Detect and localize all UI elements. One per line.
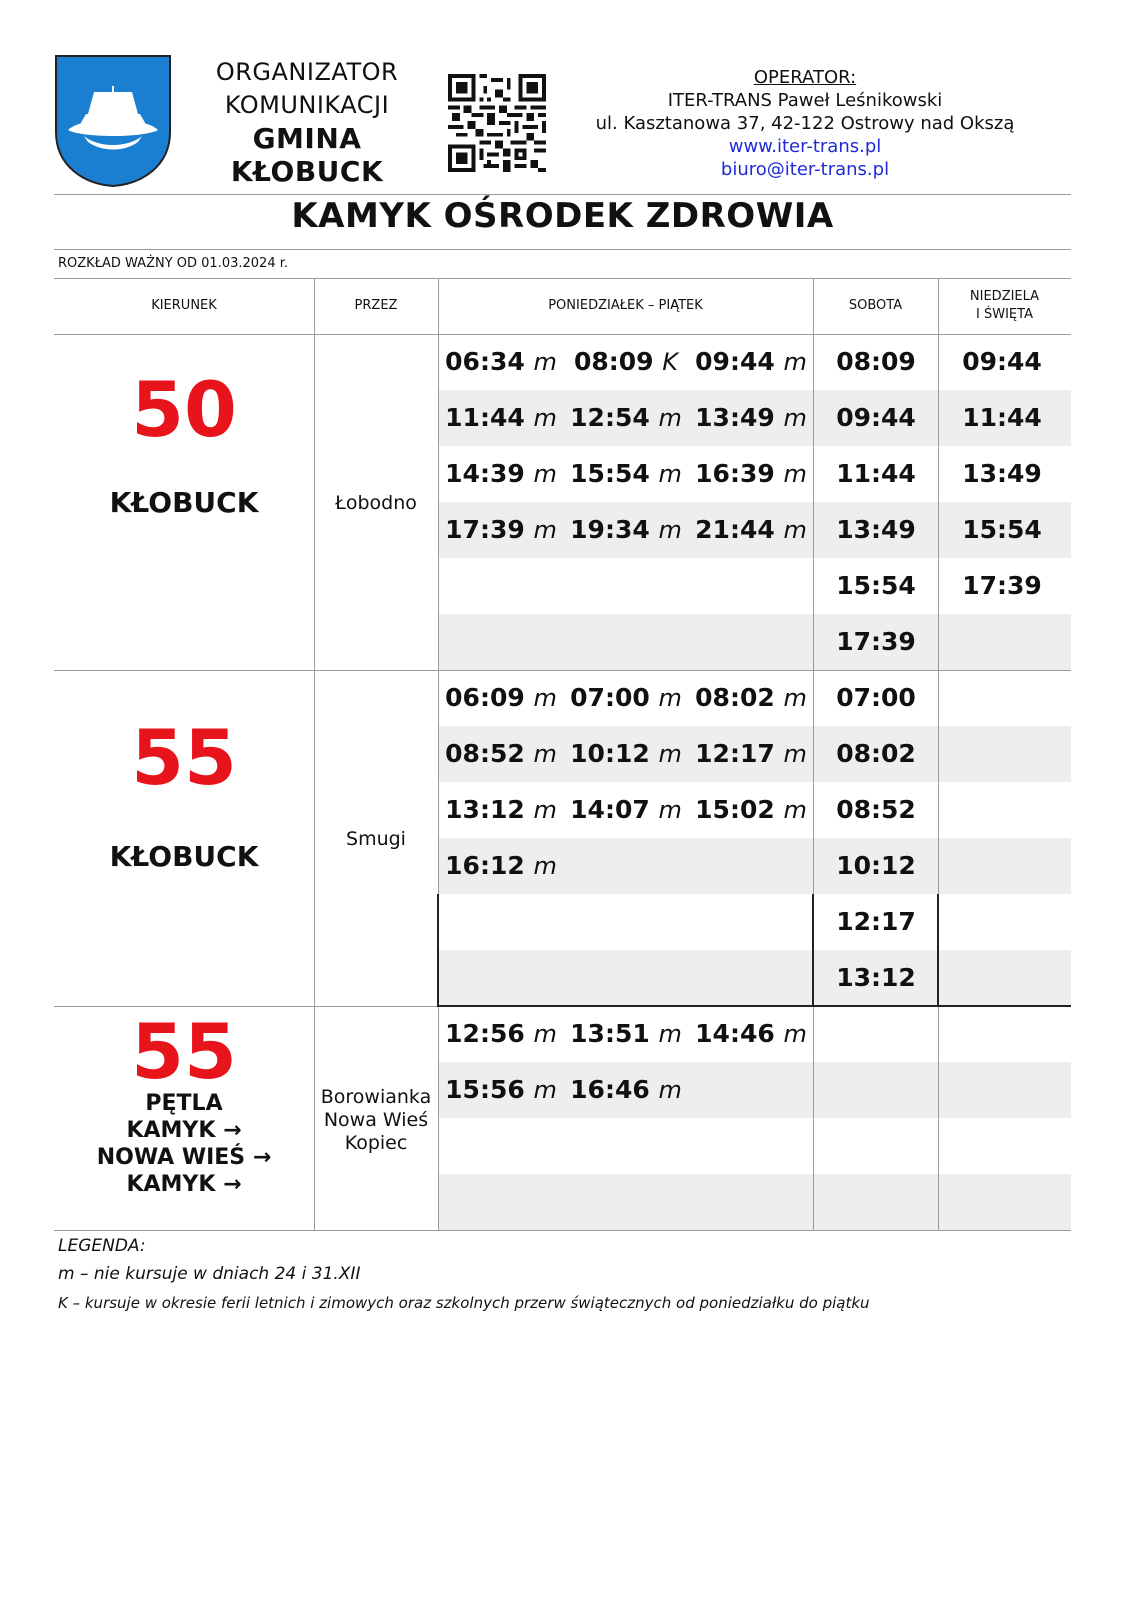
departure-time: 09:44 [695,347,784,376]
saturday-departure: 11:44 [836,459,916,488]
departure-mark: m [533,1020,557,1048]
departure-mark: m [783,684,807,712]
departure-mark: m [533,1076,557,1104]
weekday-departure [438,726,564,782]
departure-time: 08:52 [445,739,534,768]
departure-time: 10:12 [570,739,659,768]
departure-mark: m [658,516,682,544]
departure-time: 19:34 [570,515,659,544]
weekday-departure [688,782,814,838]
weekday-departure [688,446,814,502]
weekday-departure [438,838,564,894]
saturday-departure: 15:54 [836,571,916,600]
sunday-departure: 09:44 [962,347,1042,376]
weekday-departure [563,670,689,726]
operator-name: ITER-TRANS Paweł Leśnikowski [667,90,943,111]
departure-mark: K [662,348,679,376]
departure-mark: m [533,516,557,544]
departure-mark: m [658,796,682,824]
operator-email-link[interactable]: biuro@iter-trans.pl [720,159,890,180]
column-line-dark [437,894,439,1007]
route-via-list [314,1086,438,1155]
route-via: Smugi [346,828,406,850]
weekday-departure [438,334,564,390]
departure-time: 16:12 [445,851,534,880]
loop-line: NOWA WIEŚ → [96,1145,272,1170]
loop-line: KAMYK → [126,1118,242,1143]
weekday-departure [438,502,564,558]
weekday-departure [563,334,689,390]
operator-address: ul. Kasztanowa 37, 42-122 Ostrowy nad Okszą [595,113,1015,134]
title-divider [54,249,1071,250]
departure-time: 12:17 [695,739,784,768]
weekday-departure [563,782,689,838]
saturday-departure: 09:44 [836,403,916,432]
row-stripe [438,950,1071,1006]
operator-block [585,66,1025,181]
weekday-departure [688,502,814,558]
column-header-weekdays: PONIEDZIAŁEK – PIĄTEK [548,298,703,313]
saturday-departure: 13:49 [836,515,916,544]
departure-mark: m [783,404,807,432]
weekday-departure [438,390,564,446]
weekday-departure [438,446,564,502]
departure-mark: m [533,852,557,880]
departure-time: 11:44 [445,403,534,432]
weekday-departure [438,782,564,838]
legend-m: m – nie kursuje w dniach 24 i 31.XII [58,1264,361,1284]
route-number: 50 [131,365,237,454]
route-number: 55 [131,713,237,802]
departure-time: 06:34 [445,347,534,376]
operator-label: OPERATOR: [753,67,857,88]
operator-website-link[interactable]: www.iter-trans.pl [728,136,882,157]
departure-mark: m [658,1020,682,1048]
organizer-line-3: GMINA [252,122,362,155]
departure-mark: m [533,684,557,712]
saturday-departure: 08:52 [836,795,916,824]
departure-time: 14:39 [445,459,534,488]
departure-time: 14:46 [695,1019,784,1048]
column-header-sunday [938,278,1071,334]
departure-time: 15:54 [570,459,659,488]
weekday-departure [563,502,689,558]
legend-title: LEGENDA: [58,1236,146,1256]
saturday-departure: 17:39 [836,627,916,656]
column-header-via: PRZEZ [354,298,398,313]
weekday-departure [688,670,814,726]
departure-time: 16:46 [570,1075,659,1104]
departure-mark: m [533,404,557,432]
departure-time: 13:49 [695,403,784,432]
departure-mark: m [783,1020,807,1048]
saturday-departure: 08:09 [836,347,916,376]
column-header-saturday: SOBOTA [848,298,903,313]
departure-time: 13:12 [445,795,534,824]
departure-time: 08:09 [573,347,663,376]
weekday-departure [688,726,814,782]
sunday-departure: 15:54 [962,515,1042,544]
coat-of-arms-icon [54,54,172,188]
weekday-departure [438,1062,564,1118]
departure-mark: m [783,740,807,768]
departure-mark: m [783,348,807,376]
departure-time: 17:39 [445,515,534,544]
loop-line: KAMYK → [126,1172,242,1197]
table-bottom-line [54,1230,1071,1231]
qr-code-icon [448,74,546,172]
sunday-departure: 11:44 [962,403,1042,432]
route-via: Łobodno [335,492,417,514]
departure-time: 12:54 [570,403,659,432]
organizer-line-1: ORGANIZATOR [215,58,399,86]
departure-mark: m [533,348,557,376]
departure-time: 15:56 [445,1075,534,1104]
row-stripe [438,614,1071,670]
weekday-departure [688,1006,814,1062]
via-stop: Borowianka [320,1086,432,1108]
stop-title: KAMYK OŚRODEK ZDROWIA [291,196,834,236]
loop-line: PĘTLA [145,1091,223,1116]
departure-mark: m [783,516,807,544]
departure-time: 15:02 [695,795,784,824]
departure-time: 21:44 [695,515,784,544]
weekday-departure [438,1006,564,1062]
departure-time: 06:09 [445,683,534,712]
departure-mark: m [533,796,557,824]
column-header-direction: KIERUNEK [151,298,217,313]
row-stripe [438,1174,1071,1230]
departure-mark: m [658,404,682,432]
organizer-line-2: KOMUNIKACJI [224,91,390,119]
sunday-departure: 13:49 [962,459,1042,488]
saturday-departure: 12:17 [836,907,916,936]
saturday-departure: 13:12 [836,963,916,992]
departure-time: 13:51 [570,1019,659,1048]
weekday-departure [438,670,564,726]
route-destination: KŁOBUCK [109,840,259,873]
departure-time: 07:00 [570,683,659,712]
organizer-line-4: KŁOBUCK [230,155,384,188]
route-destination: KŁOBUCK [109,486,259,519]
departure-mark: m [658,460,682,488]
departure-mark: m [783,796,807,824]
weekday-departure [563,446,689,502]
weekday-departure [563,1006,689,1062]
departure-time: 08:02 [695,683,784,712]
header-divider [54,194,1071,195]
weekday-departure [688,390,814,446]
departure-time: 16:39 [695,459,784,488]
departure-time: 12:56 [445,1019,534,1048]
section-line [54,1006,438,1007]
saturday-departure: 10:12 [836,851,916,880]
sunday-header-line-1: NIEDZIELA [969,289,1040,304]
route-number: 55 [131,1007,237,1096]
sunday-departure: 17:39 [962,571,1042,600]
departure-mark: m [783,460,807,488]
sunday-header-line-2: I ŚWIĘTA [976,307,1033,322]
route-loop-description [54,1090,314,1198]
validity-note: ROZKŁAD WAŻNY OD 01.03.2024 r. [58,256,289,271]
via-stop: Nowa Wieś [323,1109,429,1131]
column-line [938,278,939,1231]
organizer-block [198,56,416,188]
departure-mark: m [658,1076,682,1104]
via-stop: Kopiec [344,1132,408,1154]
departure-mark: m [658,684,682,712]
legend-k: K – kursuje w okresie ferii letnich i zimowych oraz szkolnych przerw świątecznych od poniedziałku do piątku [58,1294,870,1312]
departure-mark: m [658,740,682,768]
weekday-departure [688,334,814,390]
departure-time: 14:07 [570,795,659,824]
weekday-departure [563,1062,689,1118]
departure-mark: m [533,740,557,768]
saturday-departure: 07:00 [836,683,916,712]
weekday-departure [563,726,689,782]
saturday-departure: 08:02 [836,739,916,768]
departure-mark: m [533,460,557,488]
weekday-departure [563,390,689,446]
